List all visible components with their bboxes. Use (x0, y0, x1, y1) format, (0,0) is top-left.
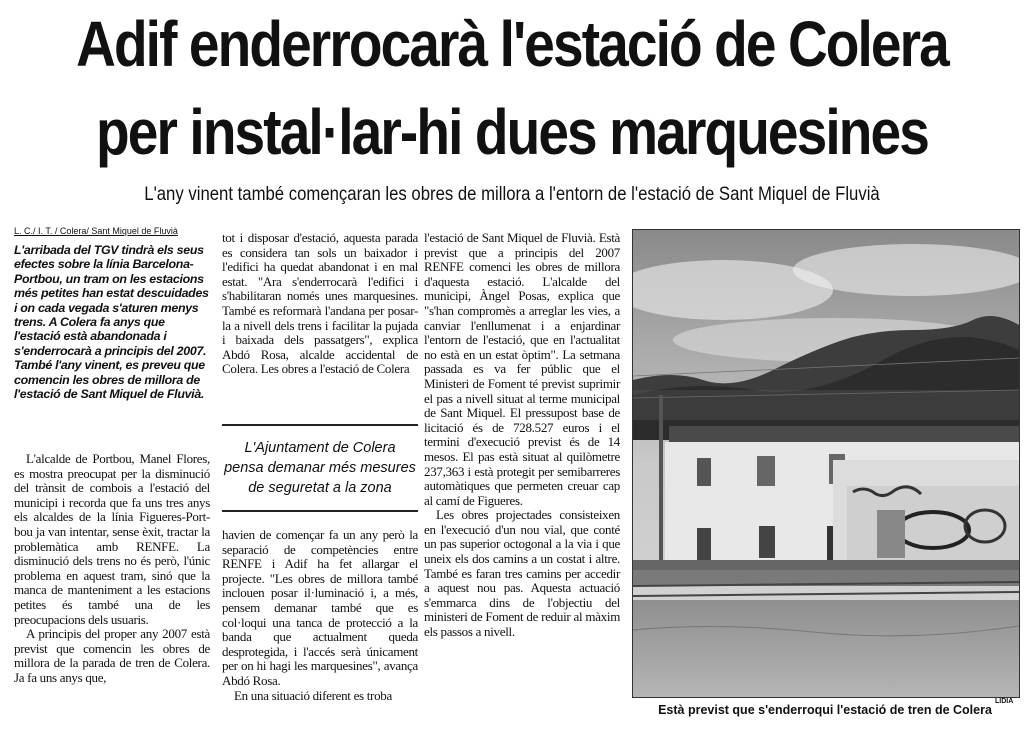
body-paragraph: L'alcalde de Portbou, Manel Flores, es mostra preocupat per la disminució del trànsit de combois a l'estació del municipi i recorda que fa uns tres anys els alcaldes de la línia Figueres-Port-bou ja van intentar, sense èxit, tractar la problemàtica amb RENFE. La disminució dels trens no és però, l'únic problema en aquest tram, sinó que la manca de manteniment a les estacions petites és també una de les preocupacions dels usuaris. (14, 451, 210, 627)
headline-line-2: per instal·lar-hi dues marquesines (96, 96, 928, 168)
station-photo-illustration (633, 230, 1019, 697)
body-paragraph: A principis del proper any 2007 està previst que comencin les obres de millora de la parada de tren de Colera. Ja fa uns anys que, (14, 626, 210, 685)
lead-paragraph: L'arribada del TGV tindrà els seus efectes sobre la línia Barcelona-Portbou, un tram on les estacions més petites han estat descuidades i on cada vegada s'aturen menys trens. A Colera fa anys que l'estació està abandonada i s'enderrocarà a principis del 2007. També l'any vinent, es preveu que comencin les obres de millora de l'estació de Sant Miquel de Fluvià. (14, 243, 209, 402)
photo-credit: LIDIA (995, 698, 1014, 705)
article-column-2-top (222, 231, 418, 377)
subtitle: L'any vinent també començaran les obres de millora a l'entorn de l'estació de Sant Miquel de Fluvià (144, 184, 880, 205)
article-column-1 (14, 452, 210, 686)
pull-quote-line: pensa demanar més mesures (224, 460, 416, 476)
article-column-2-bottom (222, 528, 418, 703)
body-paragraph: En una situació diferent es troba (234, 687, 392, 703)
pull-quote-line: L'Ajuntament de Colera (244, 440, 396, 456)
pull-quote-line: de seguretat a la zona (248, 480, 392, 496)
article-column-3 (424, 231, 620, 640)
body-paragraph: l'estació de Sant Miquel de Fluvià. Està previst que a principis del 2007 RENFE comenci les obres de millora d'aquesta estació. L'alcalde del municipi, Àngel Posas, explica que "s'han compromès a arreglar les vies, a canviar l'enllumenat i a enjardinar l'entorn de l'estació, que en l'actualitat no està en un estat òptim". La setmana passada es va fer públic que el Ministeri de Foment té previst suprimir el pas a nivell situat al terme municipal de Sant Miquel. El pressupost base de licitació és de 728.527 euros i el termini d'execució previst és de 14 mesos. El pas està situat al quilòmetre 237,363 i està protegit per semibarreres automàtiques que permeten creuar cap al camí de Figueres. (424, 230, 620, 508)
byline: L. C./ I. T. / Colera/ Sant Miquel de Fluvià (14, 226, 178, 236)
body-paragraph: Les obres projectades consisteixen en l'execució d'un nou vial, que conté un pas superior octogonal a la via i que uneix els dos camins a un costat i altre. També es faran tres camins per accedir a aquest nou pas. Aquesta actuació s'emmarca dins de l'objectiu del ministeri de Foment de reduir al màxim els passos a nivell. (424, 507, 620, 640)
station-photo (632, 229, 1020, 698)
headline-line-1: Adif enderrocarà l'estació de Colera (76, 8, 948, 80)
pull-quote (222, 424, 418, 512)
body-paragraph: tot i disposar d'estació, aquesta parada es considera tan sols un baixador i l'edifici ha quedat abandonat i en mal estat. "Ara s'enderrocarà l'edifici i s'habilitaran només unes marquesines. També es reformarà l'andana per posar-la a nivell dels trens i facilitar la pujada i baixada dels passatgers", explica Abdó Rosa, alcalde accidental de Colera. Les obres a l'estació de Colera (222, 230, 418, 377)
body-paragraph: havien de començar fa un any però la separació de competències entre RENFE i Adif ha fet allargar el projecte. "Les obres de millora també inclouen posar il·luminació i, a més, pensem demanar també que es col·loqui una tanca de protecció a la banda que actualment queda desprotegida, i l'accés serà únicament per on hi hagi les marquesines", avança Abdó Rosa. (222, 527, 418, 688)
photo-caption: Està previst que s'enderroqui l'estació de tren de Colera (658, 703, 992, 717)
